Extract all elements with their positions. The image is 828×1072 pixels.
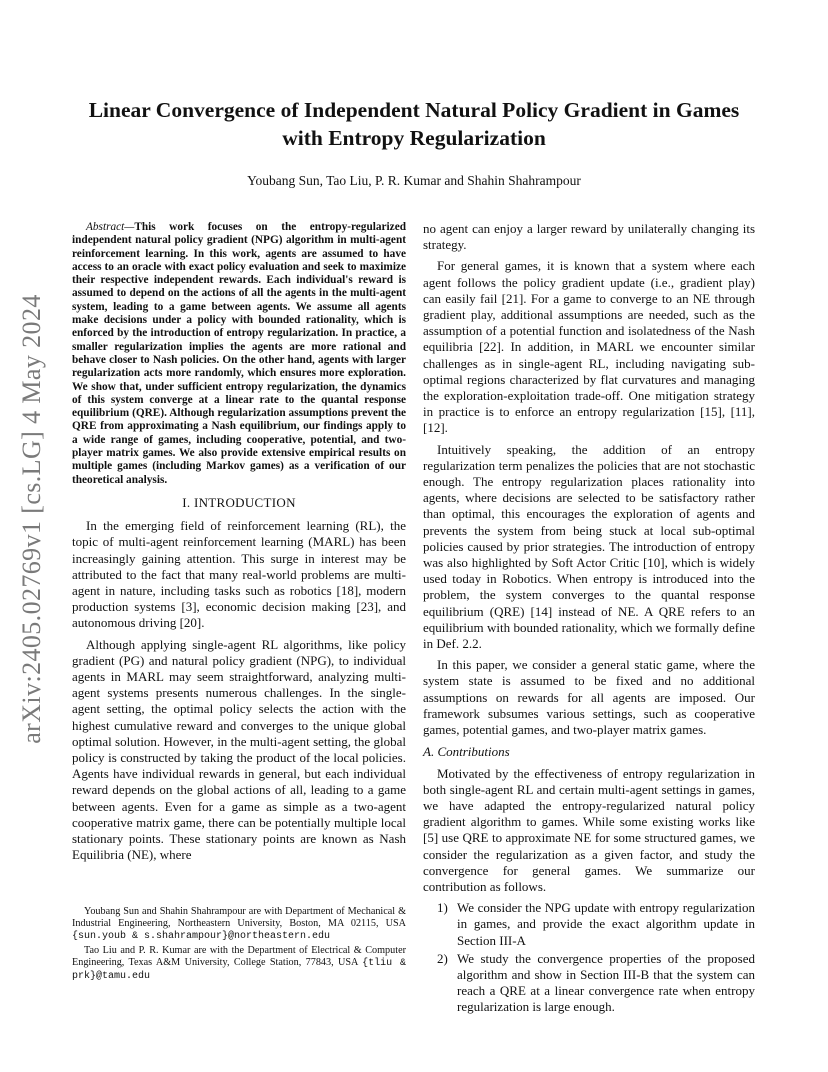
right-column — [423, 221, 755, 1018]
footnotes — [72, 906, 406, 984]
body-paragraph: Intuitively speaking, the addition of an entropy regularization term penalizes the policies that are not stochastic enough. The entropy regularization places rationality into agents, where decisions are selected to be satisfactory rather than optimal, this encourages the exploration of agents and prevents the system from being stuck at local sub-optimal policies caused by prior strategies. The introduction of entropy was also highlighted by Soft Actor Critic [10], which is widely used today in Robotics. When entropy is introduced into the problem, the system converges to the quantal response equilibrium (QRE) [14] instead of NE. A QRE refers to an equilibrium with bounded rationality, which we formally define in Def. 2.2. — [423, 441, 755, 652]
paper-title: Linear Convergence of Independent Natural Policy Gradient in Games with Entropy Regularization — [88, 98, 740, 150]
list-item-number: 2) — [437, 950, 448, 966]
arxiv-stamp-text: arXiv:2405.02769v1 [cs.LG] 4 May 2024 — [17, 294, 47, 744]
list-item — [423, 951, 755, 1016]
list-item-number: 1) — [437, 900, 448, 916]
abstract-lead: Abstract— — [86, 221, 135, 233]
intro-paragraph: Although applying single-agent RL algorithms, like policy gradient (PG) and natural policy gradient (NPG), to individual agents in MARL may seem straightforward, analyzing multi-agent systems presents numerous challenges. In the single-agent setting, the optimal policy selects the action with the highest cumulative reward and converges to the unique global optimal solution. However, in the multi-agent setting, the global policy is constructed by taking the product of the local policies. Agents have individual rewards in general, but each individual reward depends on the global actions of all, leading to a game between agents. Even for a game as simple as a two-agent cooperative matrix game, there can be potentially multiple local stationary points. These stationary points are known as Nash Equilibria (NE), where — [72, 636, 406, 863]
footnote-affiliation-1 — [72, 906, 406, 944]
list-item-text: We consider the NPG update with entropy regularization in games, and provide the exact algorithm update in Section III-A — [457, 900, 755, 948]
contributions-paragraph: Motivated by the effectiveness of entropy regularization in both single-agent RL and certain multi-agent settings in games, we have adapted the entropy-regularized natural policy gradient algorithm to games. While some existing works like [5] use QRE to approximate NE for some structured games, we consider the regularization as a given factor, and study the convergence for general games. We summarize our contribution as follows. — [423, 765, 755, 894]
footnote-affiliation-2 — [72, 945, 406, 984]
abstract-text: This work focuses on the entropy-regularized independent natural policy gradient (NPG) algorithm in multi-agent reinforcement learning. In this work, agents are assumed to have access to an oracle with exact policy evaluation and seek to maximize their respective independent rewards. Each individual's reward is assumed to depend on the actions of all the agents in the multi-agent system, leading to a game between agents. We assume all agents make decisions under a policy with bounded rationality, which is enforced by the introduction of entropy regularization. In practice, a smaller regularization implies the agents are more rational and behave closer to Nash policies. On the other hand, agents with larger regularization acts more randomly, which ensures more exploration. We show that, under sufficient entropy regularization, the dynamics of this system converge at a linear rate to the quantal response equilibrium (QRE). Although regularization assumptions prevent the QRE from approximating a Nash equilibrium, our findings apply to a wide range of games, including cooperative, potential, and two-player matrix games. We also provide extensive empirical results on multiple games (including Markov games) as a verification of our theoretical analysis. — [72, 221, 406, 486]
footnote-text: Youbang Sun and Shahin Shahrampour are with Department of Mechanical & Industrial Engineering, Northeastern University, Boston, MA 02115, USA — [72, 906, 406, 930]
subsection-heading-contributions: A. Contributions — [423, 744, 510, 760]
footnote-text: Tao Liu and P. R. Kumar are with the Department of Electrical & Computer Engineering, Texas A&M University, College Station, 77843, USA — [72, 944, 406, 968]
list-item-text: We study the convergence properties of the proposed algorithm and show in Section III-B that the system can reach a QRE at a linear convergence rate when entropy regularization is large enough. — [457, 950, 755, 1015]
footnote-email: {tliu & prk}@tamu.edu — [72, 957, 406, 983]
body-paragraph: For general games, it is known that a system where each agent follows the policy gradient update (i.e., gradient play) can easily fail [21]. For a game to converge to an NE through gradient play, additional assumptions are needed, such as the assumption of a potential function and isolatedness of the Nash equilibria [22]. In addition, in MARL we encounter similar challenges as in single-agent RL, including navigating sub-optimal regions characterized by flat curvatures and managing the exploration-exploitation trade-off. One mitigation strategy in practice is to enforce an entropy regularization [15], [11], [12]. — [423, 258, 755, 436]
left-column — [72, 221, 406, 868]
intro-paragraph: In the emerging field of reinforcement learning (RL), the topic of multi-agent reinforcement learning (MARL) has been increasingly gaining attention. This surge in interest may be attributed to the fact that many real-world problems are multi-agent in nature, including tasks such as robotics [18], modern production systems [3], economic decision making [23], and autonomous driving [20]. — [72, 518, 406, 631]
section-heading-introduction: I. INTRODUCTION — [182, 494, 296, 510]
list-item — [423, 900, 755, 949]
arxiv-stamp — [12, 284, 52, 754]
paper-authors: Youbang Sun, Tao Liu, P. R. Kumar and Shahin Shahrampour — [247, 173, 581, 188]
footnote-email: {sun.youb & s.shahrampour}@northeastern.edu — [72, 931, 331, 943]
contributions-list — [423, 900, 755, 1015]
body-paragraph: no agent can enjoy a larger reward by unilaterally changing its strategy. — [423, 221, 755, 253]
abstract — [72, 221, 406, 487]
body-paragraph: In this paper, we consider a general static game, where the system state is assumed to be fixed and no additional assumptions on rewards for all agents are imposed. Our framework subsumes various settings, such as cooperative games, potential games, and two-player matrix games. — [423, 657, 755, 738]
